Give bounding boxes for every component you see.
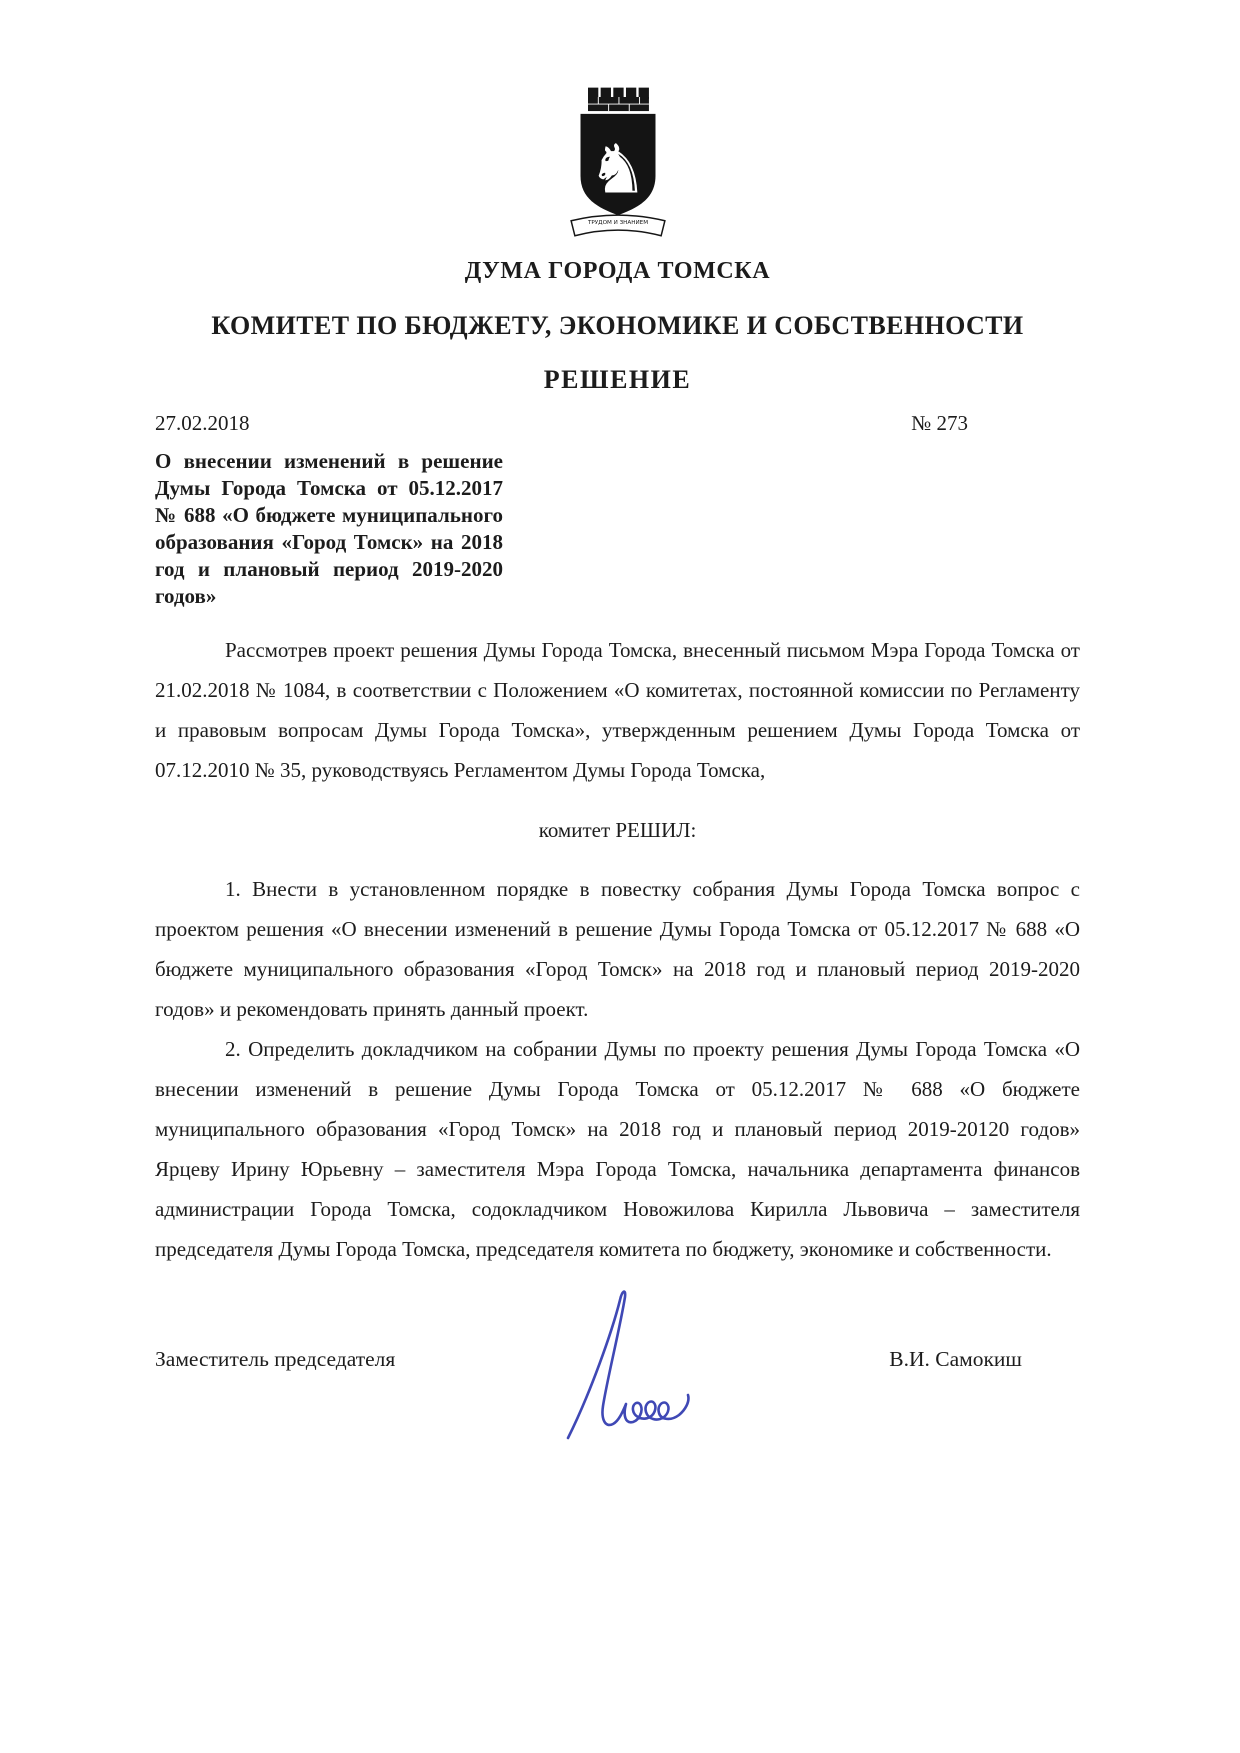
resolution-heading: комитет РЕШИЛ: — [538, 818, 697, 842]
resolution-item-2: 2. Определить докладчиком на собрании Думы по проекту решения Думы Города Томска «О внесении изменений в решение Думы Города Томска от 05.12.2017 № 688 «О бюджете муниципального образования «Город Томск» на 2018 год и плановый период 2019-20120 годов» Ярцеву Ирину Юрьевну – заместителя Мэра Города Томска, начальника департамента финансов администрации Города Томска, содокладчиком Новожилова Кирилла Львовича – заместителя председателя Думы Города Томска, председателя комитета по бюджету, экономике и собственности. — [155, 1037, 1080, 1261]
horse-icon: ♞ — [587, 129, 648, 209]
organization-title: ДУМА ГОРОДА ТОМСКА — [464, 258, 771, 284]
mural-crown-icon — [588, 88, 649, 111]
date-number-row — [155, 411, 1080, 436]
preamble-paragraph: Рассмотрев проект решения Думы Города Томска, внесенный письмом Мэра Города Томска от 21.02.2018 № 1084, в соответствии с Положением «О комитетах, постоянной комиссии по Регламенту и правовым вопросам Думы Города Томска», утвержденным решением Думы Города Томска от 07.12.2010 № 35, руководствуясь Регламентом Думы Города Томска, — [155, 638, 1080, 782]
signature-block — [155, 1347, 1080, 1372]
signatory-position: Заместитель председателя — [155, 1347, 396, 1371]
document-date: 27.02.2018 — [155, 411, 250, 435]
document-subject: О внесении изменений в решение Думы Города Томска от 05.12.2017 № 688 «О бюджете муниципального образования «Город Томск» на 2018 год и плановый период 2019-2020 годов» — [155, 449, 503, 608]
signatory-name: В.И. Самокиш — [889, 1347, 1022, 1371]
coat-of-arms-graphic — [543, 82, 693, 247]
tomsk-coat-of-arms — [155, 82, 1080, 252]
motto-text: ТРУДОМ И ЗНАНИЕМ — [587, 220, 648, 227]
committee-title: КОМИТЕТ ПО БЮДЖЕТУ, ЭКОНОМИКЕ И СОБСТВЕННОСТИ — [211, 311, 1024, 340]
document-type-heading: РЕШЕНИЕ — [543, 365, 692, 394]
resolution-item-1: 1. Внести в установленном порядке в повестку собрания Думы Города Томска вопрос с проектом решения «О внесении изменений в решение Думы Города Томска от 05.12.2017 № 688 «О бюджете муниципального образования «Город Томск» на 2018 год и плановый период 2019-2020 годов» и рекомендовать принять данный проект. — [155, 877, 1080, 1021]
document-number: № 273 — [911, 411, 968, 435]
